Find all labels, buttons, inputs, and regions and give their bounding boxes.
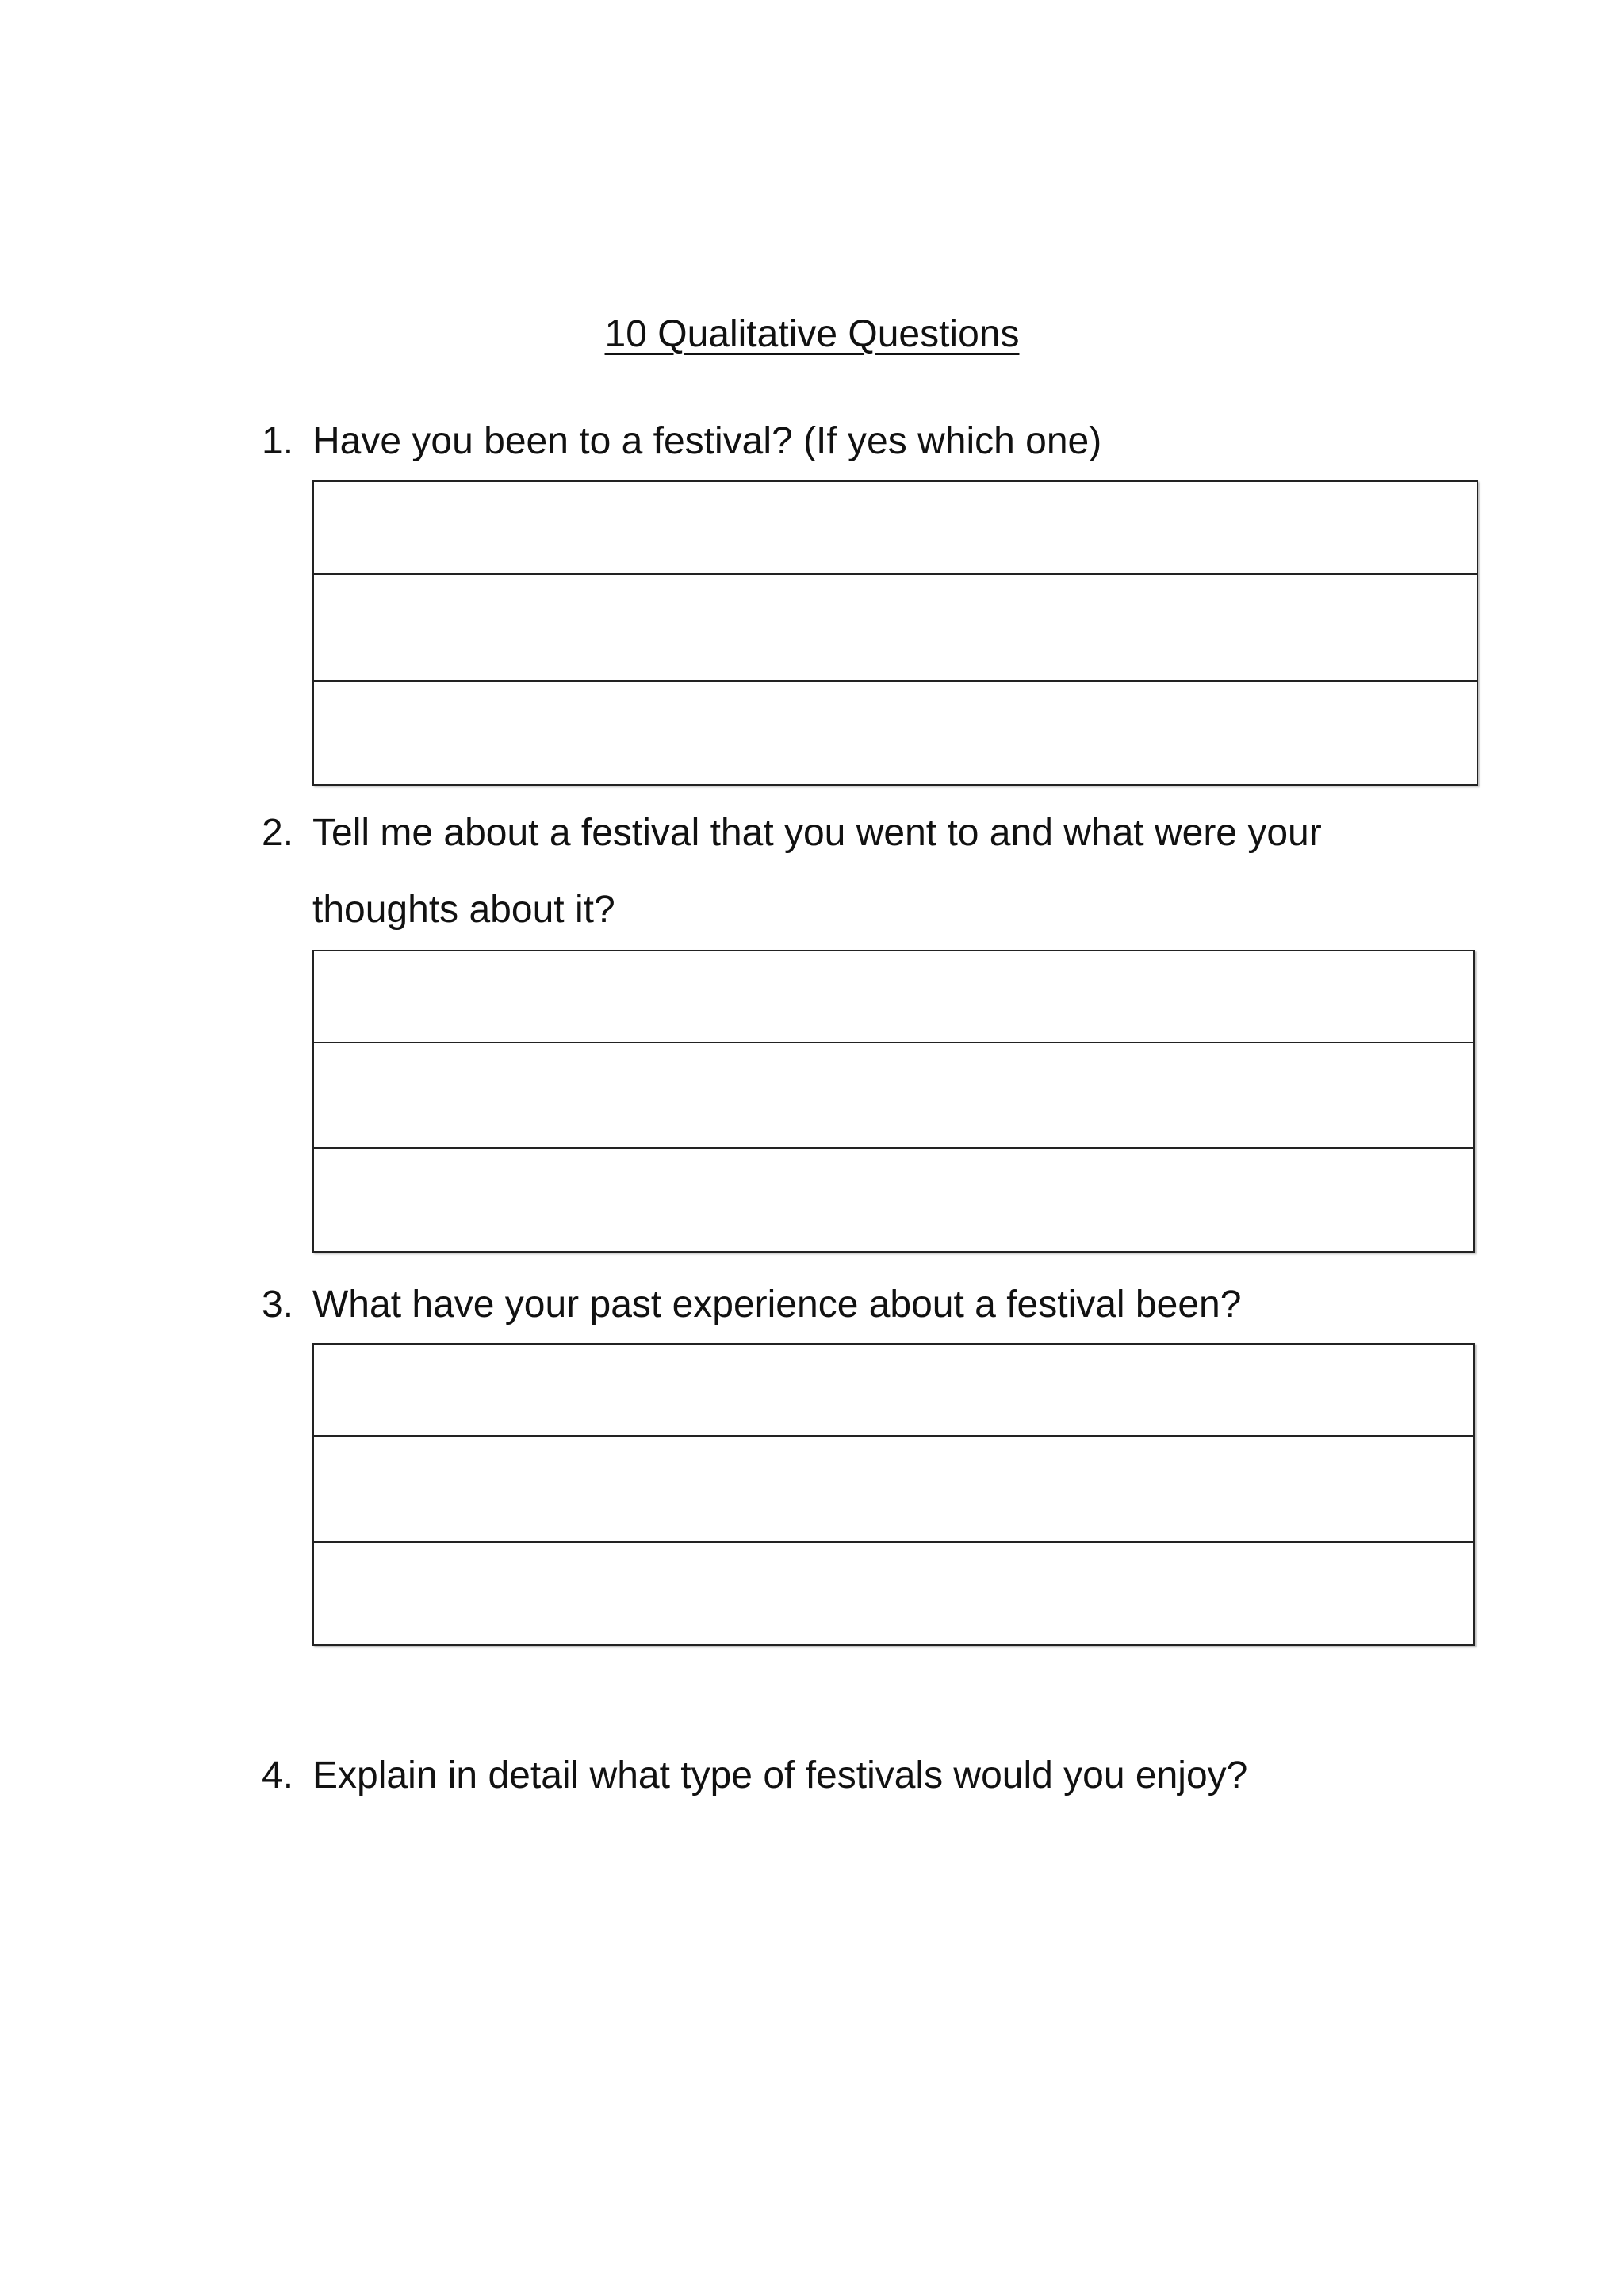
question-text: Have you been to a festival? (If yes which one) bbox=[312, 420, 1102, 462]
worksheet-title bbox=[0, 308, 1624, 362]
answer-box-1[interactable] bbox=[312, 480, 1478, 786]
answer-line[interactable] bbox=[314, 680, 1477, 784]
question-4 bbox=[262, 1737, 1367, 1814]
answer-box-2[interactable] bbox=[312, 950, 1475, 1253]
question-2 bbox=[262, 794, 1367, 948]
answer-line[interactable] bbox=[314, 1435, 1473, 1541]
question-text: Tell me about a festival that you went to and what were your thoughts about it? bbox=[312, 812, 1322, 931]
answer-line[interactable] bbox=[314, 482, 1477, 573]
answer-line[interactable] bbox=[314, 1541, 1473, 1644]
question-number: 4. bbox=[262, 1755, 294, 1797]
worksheet-title-text: 10 Qualitative Questions bbox=[604, 313, 1020, 355]
answer-line[interactable] bbox=[314, 1345, 1473, 1435]
question-number: 3. bbox=[262, 1284, 294, 1326]
question-number: 1. bbox=[262, 420, 294, 462]
answer-line[interactable] bbox=[314, 1147, 1473, 1251]
answer-box-3[interactable] bbox=[312, 1343, 1475, 1646]
question-1 bbox=[262, 403, 1367, 480]
question-text: Explain in detail what type of festivals would you enjoy? bbox=[312, 1755, 1248, 1797]
question-number: 2. bbox=[262, 812, 294, 854]
answer-line[interactable] bbox=[314, 951, 1473, 1042]
answer-line[interactable] bbox=[314, 1042, 1473, 1147]
question-text: What have your past experience about a festival been? bbox=[312, 1284, 1242, 1326]
question-3 bbox=[262, 1266, 1367, 1343]
answer-line[interactable] bbox=[314, 573, 1477, 680]
